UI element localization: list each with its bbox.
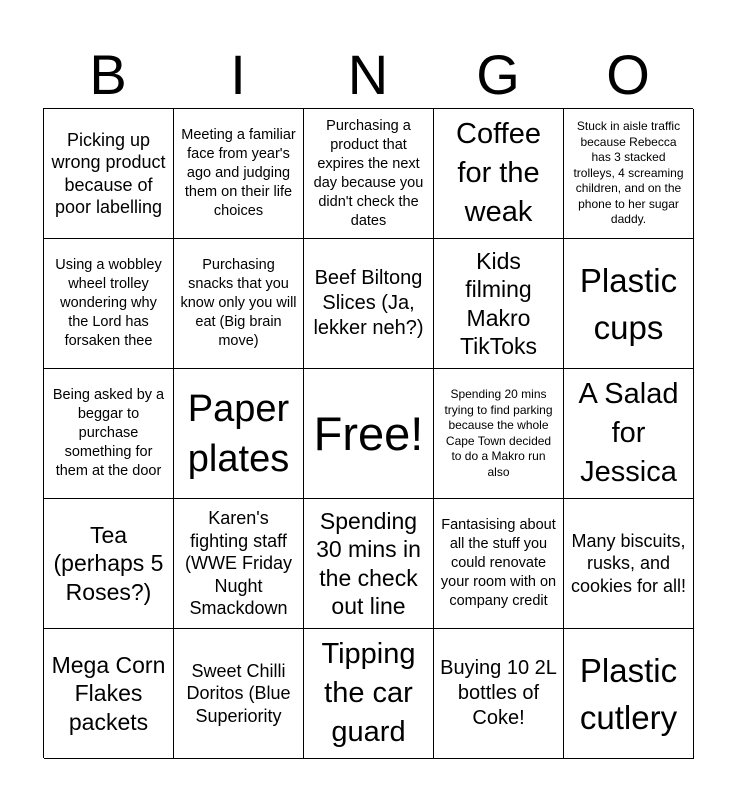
header-letter-o: O [606, 43, 650, 106]
bingo-cell[interactable]: Picking up wrong product because of poor labelling [44, 109, 174, 239]
bingo-cell[interactable]: Kids filming Makro TikToks [434, 239, 564, 369]
free-space[interactable]: Free! [304, 369, 434, 499]
bingo-cell[interactable]: Stuck in aisle traffic because Rebecca has 3 stacked trolleys, 4 screaming children, and on the phone to her sugar daddy. [564, 109, 694, 239]
bingo-board [43, 108, 693, 758]
bingo-cell[interactable]: Purchasing snacks that you know only you will eat (Big brain move) [174, 239, 304, 369]
bingo-cell[interactable]: Spending 20 mins trying to find parking because the whole Cape Town decided to do a Makro run also [434, 369, 564, 499]
header-letter-n: N [347, 43, 389, 106]
bingo-cell[interactable]: Being asked by a beggar to purchase something for them at the door [44, 369, 174, 499]
bingo-cell[interactable]: Karen's fighting staff (WWE Friday Nught Smackdown [174, 499, 304, 629]
bingo-cell[interactable]: Tea (perhaps 5 Roses?) [44, 499, 174, 629]
bingo-cell[interactable]: Coffee for the weak [434, 109, 564, 239]
bingo-cell[interactable]: Sweet Chilli Doritos (Blue Superiority [174, 629, 304, 759]
bingo-cell[interactable]: Plastic cutlery [564, 629, 694, 759]
bingo-cell[interactable]: Plastic cups [564, 239, 694, 369]
bingo-cell[interactable]: Purchasing a product that expires the next day because you didn't check the dates [304, 109, 434, 239]
bingo-cell[interactable]: Spending 30 mins in the check out line [304, 499, 434, 629]
bingo-cell[interactable]: Meeting a familiar face from year's ago and judging them on their life choices [174, 109, 304, 239]
bingo-cell[interactable]: Using a wobbley wheel trolley wondering why the Lord has forsaken thee [44, 239, 174, 369]
header-letter-i: I [230, 43, 246, 106]
header-letter-b: B [89, 43, 127, 106]
bingo-cell[interactable]: Many biscuits, rusks, and cookies for all! [564, 499, 694, 629]
bingo-header [43, 42, 693, 108]
bingo-cell[interactable]: Buying 10 2L bottles of Coke! [434, 629, 564, 759]
header-letter-g: G [476, 43, 520, 106]
bingo-cell[interactable]: A Salad for Jessica [564, 369, 694, 499]
bingo-cell[interactable]: Mega Corn Flakes packets [44, 629, 174, 759]
bingo-cell[interactable]: Beef Biltong Slices (Ja, lekker neh?) [304, 239, 434, 369]
bingo-cell[interactable]: Fantasising about all the stuff you could renovate your room with on company credit [434, 499, 564, 629]
bingo-cell[interactable]: Paper plates [174, 369, 304, 499]
bingo-cell[interactable]: Tipping the car guard [304, 629, 434, 759]
